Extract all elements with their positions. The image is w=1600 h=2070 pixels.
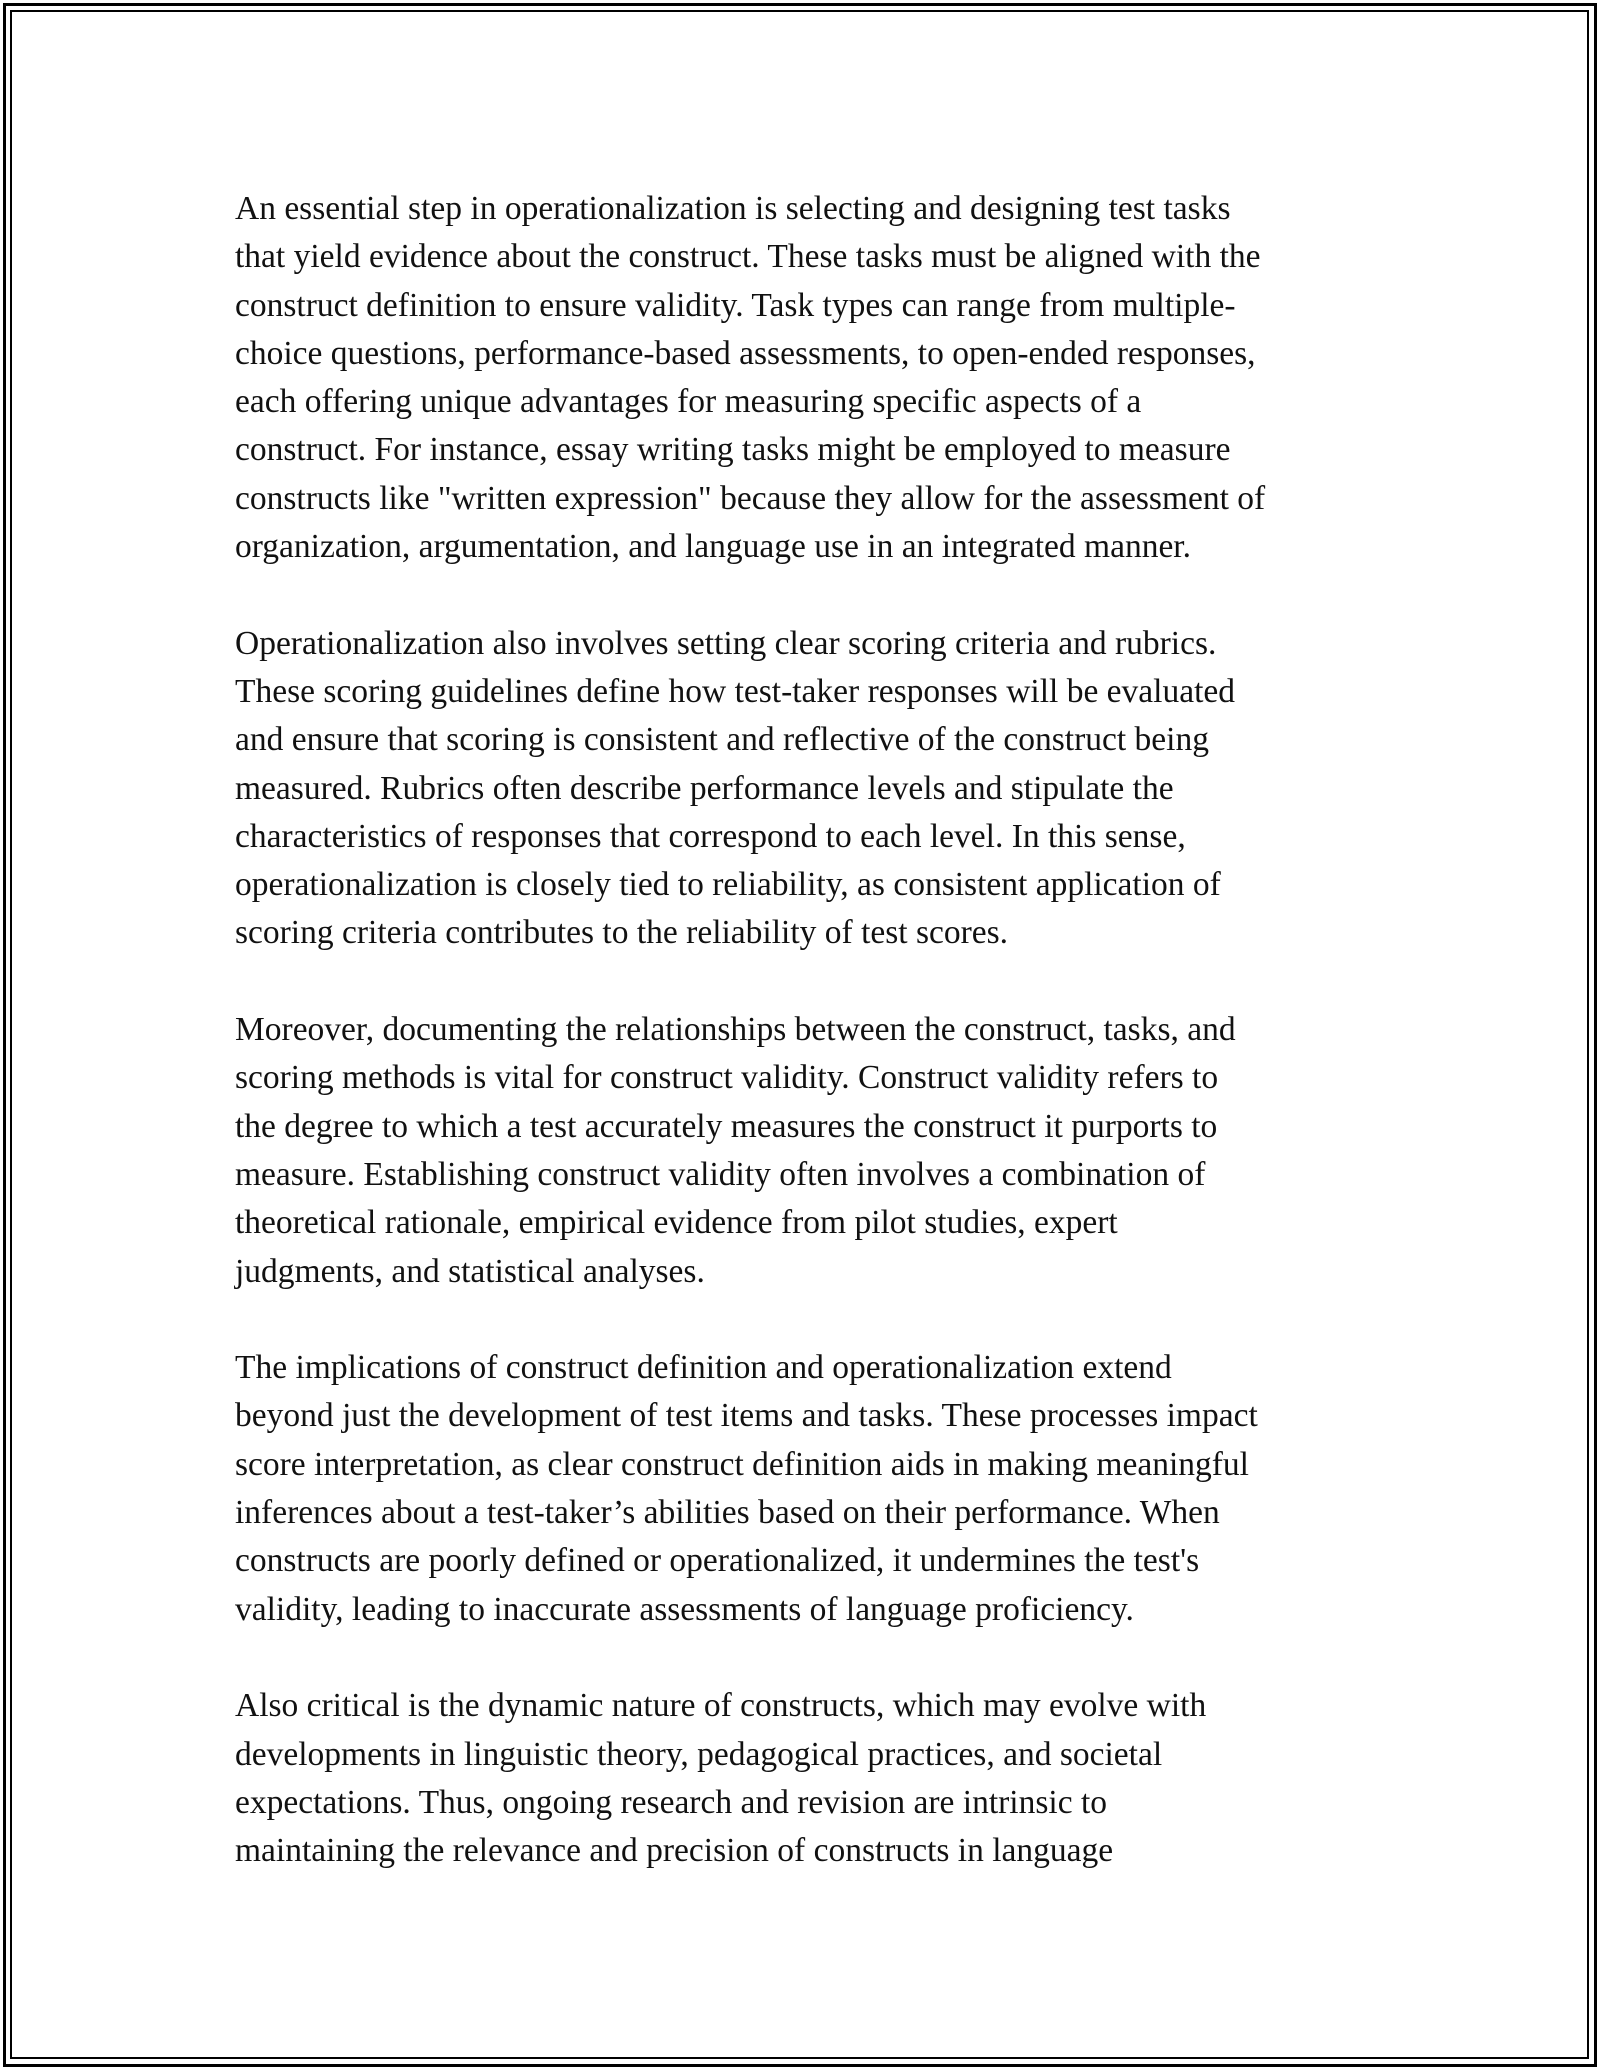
text-line: scoring methods is vital for construct validity. Construct validity refers to [235, 1059, 1219, 1097]
text-line: developments in linguistic theory, pedagogical practices, and societal [235, 1735, 1163, 1773]
text-line: maintaining the relevance and precision of constructs in language [235, 1832, 1114, 1870]
text-line: validity, leading to inaccurate assessments of language proficiency. [235, 1590, 1134, 1628]
text-line: expectations. Thus, ongoing research and revision are intrinsic to [235, 1783, 1107, 1821]
text-line: An essential step in operationalization is selecting and designing test tasks [235, 190, 1231, 227]
text-line: inferences about a test-taker’s abilities based on their performance. When [235, 1494, 1220, 1532]
text-line: The implications of construct definition and operationalization extend [235, 1349, 1172, 1387]
text-line: measured. Rubrics often describe performance levels and stipulate the [235, 769, 1174, 807]
paragraph-4 [235, 1344, 1395, 1634]
text-line: the degree to which a test accurately measures the construct it purports to [235, 1107, 1218, 1145]
text-line: and ensure that scoring is consistent and reflective of the construct being [235, 721, 1209, 759]
paragraph-1 [235, 185, 1395, 571]
text-line: construct. For instance, essay writing tasks might be employed to measure [235, 431, 1231, 469]
text-line: scoring criteria contributes to the reliability of test scores. [235, 914, 1009, 952]
text-line: each offering unique advantages for measuring specific aspects of a [235, 383, 1142, 421]
text-line: organization, argumentation, and language use in an integrated manner. [235, 528, 1191, 566]
text-line: judgments, and statistical analyses. [235, 1252, 705, 1290]
text-line: score interpretation, as clear construct definition aids in making meaningful [235, 1445, 1249, 1483]
text-line: Operationalization also involves setting clear scoring criteria and rubrics. [235, 624, 1217, 662]
document-body [235, 185, 1395, 1924]
text-line: characteristics of responses that correspond to each level. In this sense, [235, 817, 1186, 855]
text-line: beyond just the development of test items and tasks. These processes impact [235, 1397, 1258, 1435]
text-line: constructs are poorly defined or operationalized, it undermines the test's [235, 1542, 1200, 1580]
paragraph-5 [235, 1682, 1395, 1875]
text-line: theoretical rationale, empirical evidence from pilot studies, expert [235, 1204, 1118, 1242]
text-line: operationalization is closely tied to reliability, as consistent application of [235, 866, 1221, 904]
paragraph-2 [235, 620, 1395, 958]
paragraph-3 [235, 1006, 1395, 1296]
text-line: construct definition to ensure validity. Task types can range from multiple- [235, 286, 1236, 324]
text-line: that yield evidence about the construct. These tasks must be aligned with the [235, 238, 1261, 276]
text-line: measure. Establishing construct validity often involves a combination of [235, 1155, 1206, 1193]
text-line: These scoring guidelines define how test-taker responses will be evaluated [235, 672, 1236, 710]
text-line: Also critical is the dynamic nature of constructs, which may evolve with [235, 1687, 1207, 1725]
text-line: choice questions, performance-based assessments, to open-ended responses, [235, 334, 1256, 372]
text-line: constructs like "written expression" because they allow for the assessment of [235, 479, 1266, 517]
text-line: Moreover, documenting the relationships between the construct, tasks, and [235, 1011, 1236, 1049]
